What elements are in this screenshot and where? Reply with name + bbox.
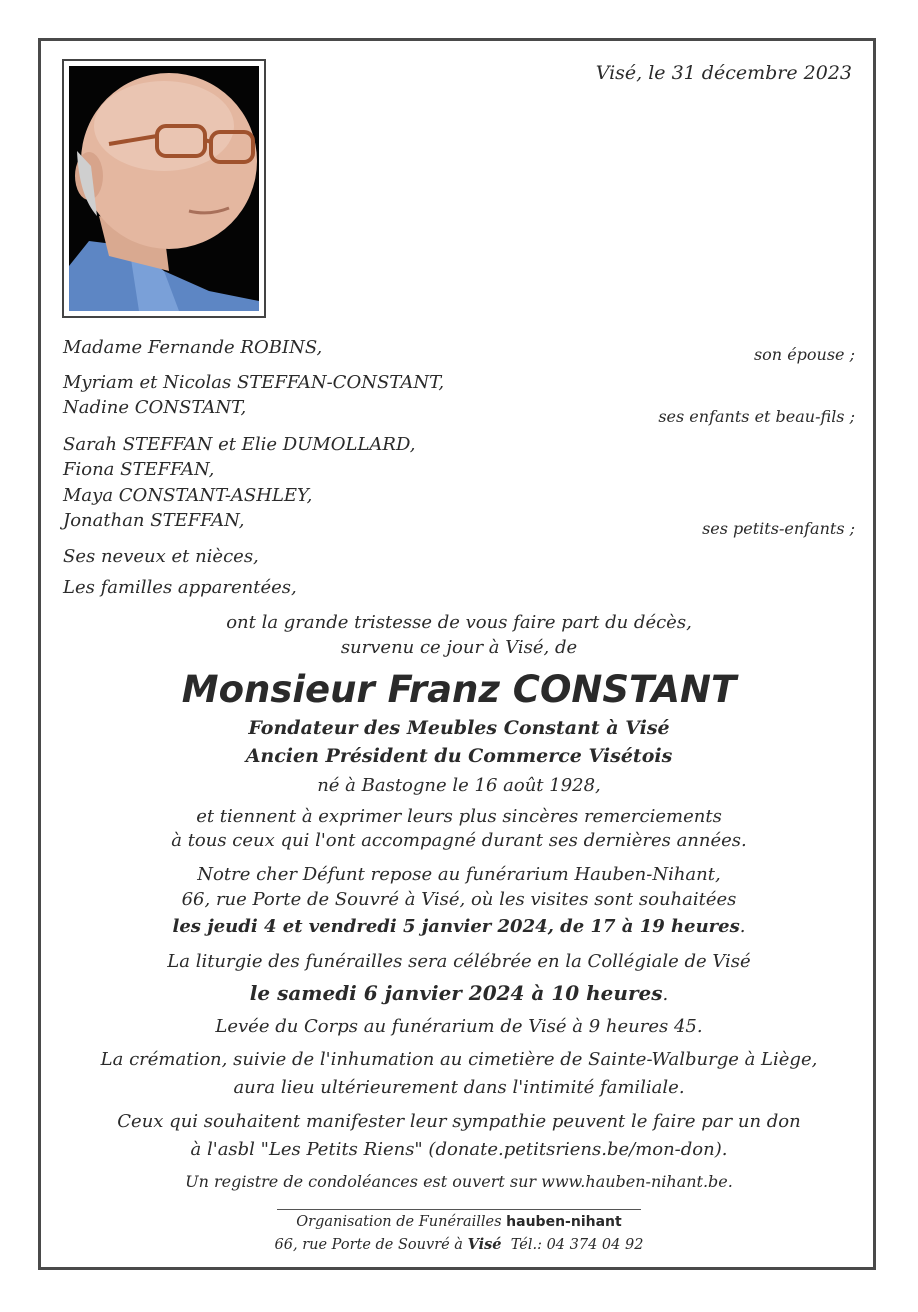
thanks-line-2: à tous ceux qui l'ont accompagné durant ses dernières années. — [171, 830, 747, 851]
announce-line-1: ont la grande tristesse de vous faire part du décès, — [226, 612, 692, 633]
visit-dates — [40, 916, 878, 937]
footer-divider — [277, 1209, 641, 1210]
family-child-1: Myriam et Nicolas STEFFAN-CONSTANT, — [63, 372, 445, 393]
footer-organisation — [40, 1214, 878, 1230]
deceased-title-2: Ancien Président du Commerce Visétois — [245, 745, 673, 767]
liturgy-line: La liturgie des funérailles sera célébrée en la Collégiale de Visé — [167, 951, 751, 972]
funeral-date-period: . — [662, 984, 669, 1005]
portrait-photo — [69, 66, 259, 311]
family-grandchild-2: Fiona STEFFAN, — [63, 459, 215, 480]
visit-dates-period: . — [739, 916, 746, 937]
visit-dates-text: les jeudi 4 et vendredi 5 janvier 2024, de 17 à 19 heures — [172, 916, 740, 937]
cremation-line-1: La crémation, suivie de l'inhumation au cimetière de Sainte-Walburge à Liège, — [100, 1049, 818, 1070]
family-grandchild-1: Sarah STEFFAN et Elie DUMOLLARD, — [63, 434, 416, 455]
deceased-title-1: Fondateur des Meubles Constant à Visé — [248, 717, 670, 739]
footer-city: Visé — [467, 1236, 502, 1253]
portrait-frame — [62, 59, 266, 318]
footer-street: 66, rue Porte de Souvré à — [274, 1237, 463, 1253]
family-relatives: Les familles apparentées, — [63, 577, 297, 598]
funeral-date — [40, 981, 878, 1005]
birth-info: né à Bastogne le 16 août 1928, — [317, 775, 601, 796]
rest-line-1: Notre cher Défunt repose au funérarium Hauben-Nihant, — [197, 864, 721, 885]
rest-line-2: 66, rue Porte de Souvré à Visé, où les visites sont souhaitées — [181, 889, 737, 910]
announce-line-2: survenu ce jour à Visé, de — [340, 637, 578, 658]
family-spouse: Madame Fernande ROBINS, — [63, 337, 323, 358]
announcement-date: Visé, le 31 décembre 2023 — [595, 62, 852, 84]
funeral-date-text: le samedi 6 janvier 2024 à 10 heures — [249, 981, 663, 1005]
relation-spouse: son épouse ; — [753, 345, 855, 364]
family-grandchild-4: Jonathan STEFFAN, — [63, 510, 245, 531]
funeral-home-logo: hauben-nihant — [506, 1214, 622, 1230]
family-nephews: Ses neveux et nièces, — [63, 546, 259, 567]
family-grandchild-3: Maya CONSTANT-ASHLEY, — [63, 485, 313, 506]
cremation-line-2: aura lieu ultérieurement dans l'intimité familiale. — [233, 1077, 685, 1098]
thanks-line-1: et tiennent à exprimer leurs plus sincères remerciements — [196, 806, 722, 827]
footer-org-label: Organisation de Funérailles — [296, 1214, 502, 1230]
footer-address — [40, 1236, 878, 1253]
footer-phone: Tél.: 04 374 04 92 — [510, 1237, 644, 1253]
relation-grandchildren: ses petits-enfants ; — [702, 519, 855, 538]
register-line: Un registre de condoléances est ouvert sur www.hauben-nihant.be. — [185, 1172, 733, 1191]
donation-line-2: à l'asbl "Les Petits Riens" (donate.petitsriens.be/mon-don). — [190, 1139, 728, 1160]
donation-line-1: Ceux qui souhaitent manifester leur sympathie peuvent le faire par un don — [117, 1111, 801, 1132]
relation-children: ses enfants et beau-fils ; — [658, 407, 855, 426]
deceased-name: Monsieur Franz CONSTANT — [181, 668, 737, 711]
family-child-2: Nadine CONSTANT, — [63, 397, 247, 418]
levee-line: Levée du Corps au funérarium de Visé à 9 heures 45. — [215, 1016, 703, 1037]
